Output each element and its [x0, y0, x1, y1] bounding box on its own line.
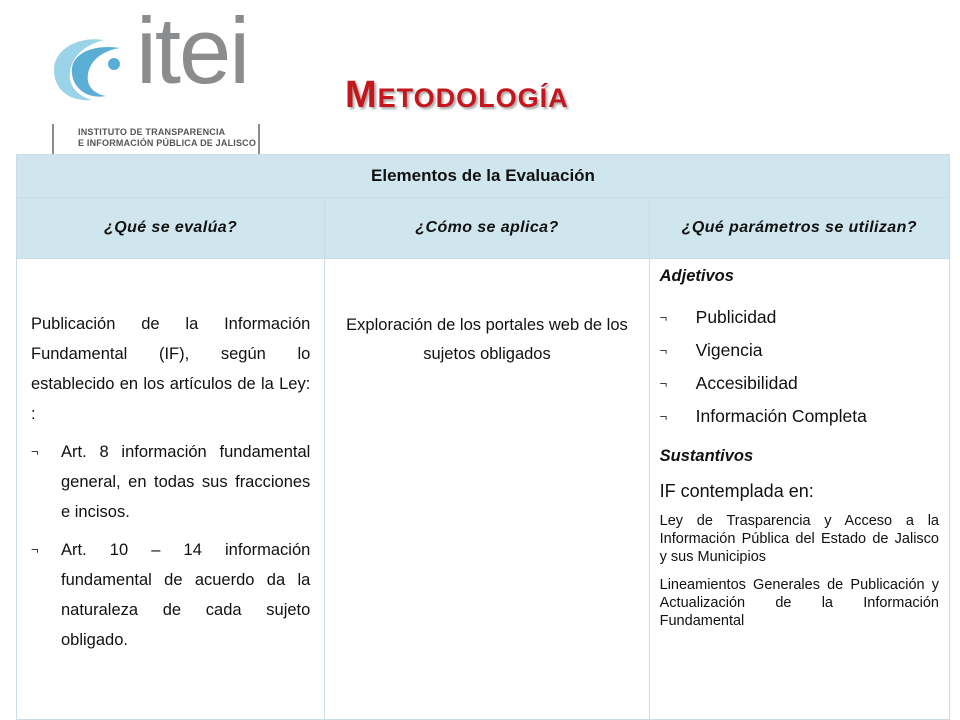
what-list — [31, 437, 310, 655]
how-cell: Exploración de los portales web de los sujetos obligados — [325, 259, 649, 720]
logo-caption-line1: INSTITUTO DE TRANSPARENCIA — [78, 127, 226, 137]
law-reference: Ley de Trasparencia y Acceso a la Información Pública del Estado de Jalisco y sus Municipios — [659, 513, 939, 565]
logo-caption — [78, 127, 256, 149]
column-header-what: ¿Qué se evalúa? — [17, 198, 325, 259]
list-item — [31, 535, 310, 655]
list-item — [660, 367, 939, 400]
slide-title: Metodología — [345, 74, 569, 116]
params-cell — [649, 259, 949, 720]
logo-caption-box — [52, 124, 260, 154]
logo-caption-line2: E INFORMACIÓN PÚBLICA DE JALISCO — [78, 138, 257, 148]
list-item — [660, 400, 939, 433]
what-cell — [17, 259, 325, 720]
table-caption: Elementos de la Evaluación — [17, 155, 950, 198]
table-caption-row — [17, 155, 950, 198]
itei-swirl-logo-icon — [44, 30, 140, 110]
adjectives-heading: Adjetivos — [659, 267, 734, 285]
bullet-icon: ¬ — [659, 310, 668, 325]
table-header-row — [17, 198, 950, 259]
what-item-text: Art. 10 – 14 información fundamental de acuerdo da la naturaleza de cada sujeto obligado. — [61, 541, 311, 649]
itei-logo — [44, 0, 284, 156]
list-item — [660, 334, 939, 367]
column-header-how: ¿Cómo se aplica? — [325, 198, 649, 259]
adjective-label: Vigencia — [695, 340, 763, 360]
bullet-icon: ¬ — [31, 542, 39, 557]
law-reference: Lineamientos Generales de Publicación y Actualización de la Información Fundamental — [659, 577, 939, 629]
column-header-params: ¿Qué parámetros se utilizan? — [649, 198, 949, 259]
adjective-label: Publicidad — [695, 307, 777, 327]
bullet-icon: ¬ — [659, 409, 668, 424]
table-body-row — [17, 259, 950, 720]
list-item — [660, 301, 939, 334]
logo-wordmark: itei — [136, 0, 249, 103]
what-intro: Publicación de la Información Fundamental (IF), según lo establecido en los artículos de la Ley: : — [31, 315, 311, 423]
bullet-icon: ¬ — [31, 444, 39, 459]
adjectives-list — [660, 301, 939, 433]
substantive-heading: Sustantivos — [659, 447, 754, 465]
evaluation-table — [16, 154, 950, 720]
if-contemplated-label: IF contemplada en: — [659, 481, 814, 501]
bullet-icon: ¬ — [659, 376, 668, 391]
what-item-text: Art. 8 información fundamental general, en todas sus fracciones e incisos. — [61, 443, 311, 521]
list-item — [31, 437, 310, 527]
bullet-icon: ¬ — [659, 343, 668, 358]
adjective-label: Información Completa — [695, 406, 867, 426]
adjective-label: Accesibilidad — [695, 373, 798, 393]
